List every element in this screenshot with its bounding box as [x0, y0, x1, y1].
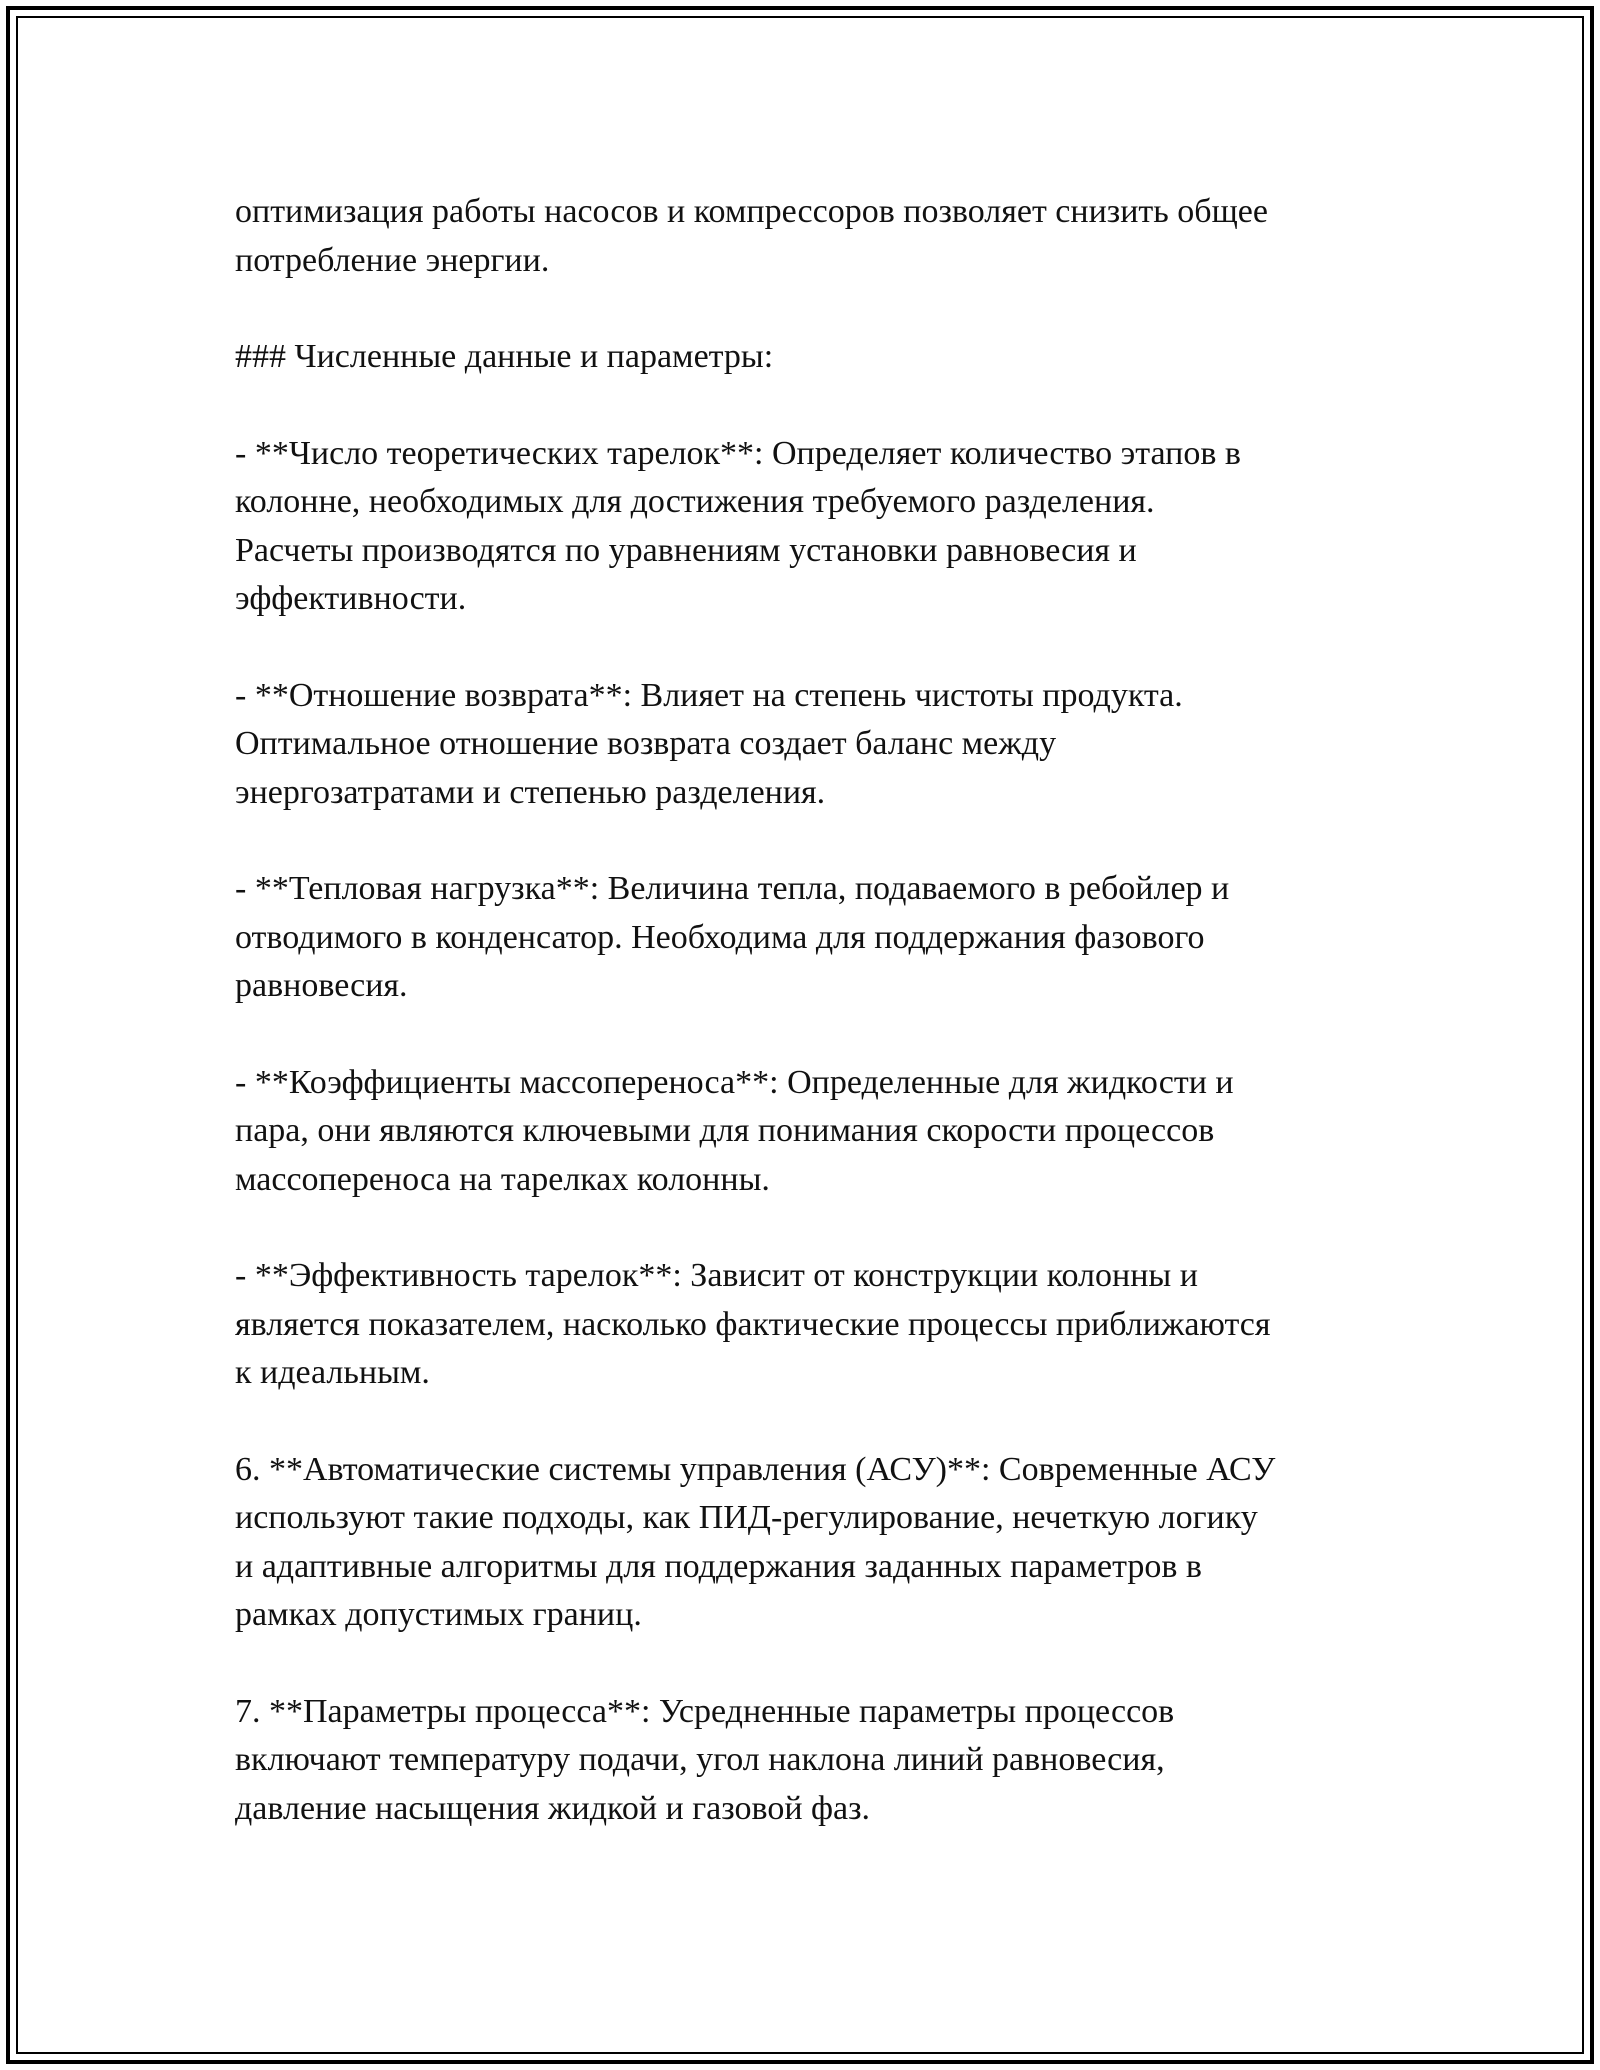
list-item-theoretical-plates: [235, 430, 1385, 624]
text-line: энергозатратами и степенью разделения.: [235, 773, 826, 811]
text-line: потребление энергии.: [235, 241, 550, 279]
text-line: ### Численные данные и параметры:: [235, 338, 774, 375]
text-line: отводимого в конденсатор. Необходима для поддержания фазового: [235, 918, 1205, 956]
text-line: - **Эффективность тарелок**: Зависит от конструкции колонны и: [235, 1257, 1198, 1294]
numbered-item-automatic-control: [235, 1446, 1385, 1640]
text-line: массопереноса на тарелках колонны.: [235, 1160, 770, 1198]
paragraph-energy-optimization: [235, 188, 1385, 285]
list-item-reflux-ratio: [235, 672, 1385, 818]
text-line: рамках допустимых границ.: [235, 1596, 642, 1633]
text-line: используют такие подходы, как ПИД-регулирование, нечеткую логику: [235, 1499, 1258, 1536]
list-item-heat-load: [235, 865, 1385, 1011]
text-line: оптимизация работы насосов и компрессоров позволяет снизить общее: [235, 193, 1268, 230]
section-heading-numeric-data: [235, 333, 1385, 382]
text-line: - **Отношение возврата**: Влияет на степень чистоты продукта.: [235, 676, 1183, 714]
text-line: равновесия.: [235, 967, 408, 1004]
text-line: - **Число теоретических тарелок**: Определяет количество этапов в: [235, 434, 1241, 472]
text-line: является показателем, насколько фактические процессы приближаются: [235, 1305, 1271, 1343]
text-line: колонне, необходимых для достижения требуемого разделения.: [235, 483, 1155, 520]
text-line: пара, они являются ключевыми для понимания скорости процессов: [235, 1112, 1215, 1149]
text-line: - **Тепловая нагрузка**: Величина тепла, подаваемого в ребойлер и: [235, 870, 1230, 907]
numbered-item-process-parameters: [235, 1688, 1385, 1834]
text-line: к идеальным.: [235, 1354, 430, 1391]
document-body: [235, 188, 1385, 1881]
text-line: 6. **Автоматические системы управления (АСУ)**: Современные АСУ: [235, 1450, 1276, 1488]
text-line: Расчеты производятся по уравнениям установки равновесия и: [235, 531, 1137, 569]
list-item-mass-transfer: [235, 1059, 1385, 1205]
text-line: и адаптивные алгоритмы для поддержания заданных параметров в: [235, 1547, 1202, 1585]
list-item-plate-efficiency: [235, 1252, 1385, 1398]
text-line: включают температуру подачи, угол наклона линий равновесия,: [235, 1741, 1165, 1778]
text-line: давление насыщения жидкой и газовой фаз.: [235, 1789, 871, 1827]
text-line: эффективности.: [235, 580, 467, 617]
text-line: Оптимальное отношение возврата создает баланс между: [235, 725, 1057, 762]
text-line: - **Коэффициенты массопереноса**: Определенные для жидкости и: [235, 1063, 1234, 1101]
text-line: 7. **Параметры процесса**: Усредненные параметры процессов: [235, 1692, 1175, 1730]
